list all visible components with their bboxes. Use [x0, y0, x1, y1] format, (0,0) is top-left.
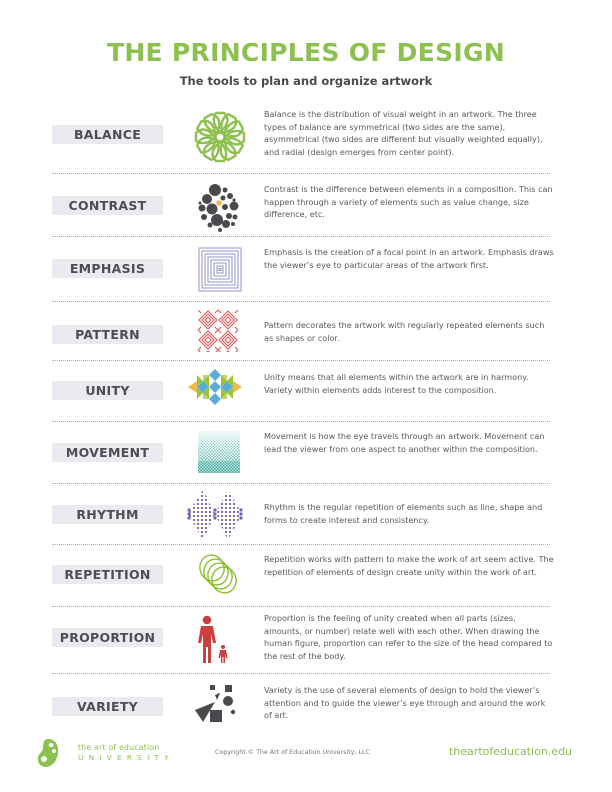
principles-list [52, 104, 554, 736]
principle-description: Contrast is the difference between elements in a composition. This can happen through a variety of elements such as value change, size difference, etc. [264, 184, 553, 220]
principle-row-proportion [52, 607, 553, 674]
triangle-diamond-icon [180, 361, 250, 421]
principle-row-repetition [52, 545, 554, 607]
principle-label: PROPORTION [52, 628, 163, 647]
principle-description: Movement is how the eye travels through an artwork. Movement can lead the viewer from one aspect to another within the composition. [264, 431, 545, 454]
logo-text-line1: the art of education [78, 743, 160, 752]
principle-row-unity [52, 361, 550, 422]
principle-description: Proportion is the feeling of unity created when all parts (sizes, amounts, or number) relate well with each other. When drawing the human figure, proportion can refer to the size of the head compared to the rest of the body. [264, 613, 553, 661]
principle-row-movement [52, 422, 550, 484]
principle-row-variety [52, 674, 550, 736]
principle-row-contrast [52, 174, 553, 237]
principle-description: Emphasis is the creation of a focal point in an artwork. Emphasis draws the viewer’s eye to particular areas of the artwork first. [264, 247, 554, 270]
principle-label: BALANCE [52, 125, 163, 144]
principle-description: Unity means that all elements within the artwork are in harmony. Variety within elements adds interest to the composition. [264, 372, 529, 395]
principle-label: CONTRAST [52, 196, 163, 215]
circle-cluster-icon [190, 176, 250, 236]
radial-flower-icon [190, 107, 250, 167]
mixed-shapes-icon [190, 677, 250, 737]
principle-label: UNITY [52, 381, 163, 400]
principle-row-balance [52, 104, 550, 174]
principle-description: Pattern decorates the artwork with regularly repeated elements such as shapes or color. [264, 320, 545, 343]
overlapping-rings-icon [190, 546, 250, 606]
human-figures-icon [190, 610, 250, 670]
dotted-diamonds-icon [180, 486, 250, 546]
principle-description: Repetition works with pattern to make the work of art seem active. The repetition of elements of design create unity within the work of art. [264, 554, 554, 577]
logo-text-line2: UNIVERSITY [78, 753, 174, 762]
principle-description: Balance is the distribution of visual weight in an artwork. The three types of balance are symmetrical (two sides are the same), asymmetrical (two sides are different but visually weighted equally), and radial (design emerges from center point). [264, 109, 543, 157]
page-title: THE PRINCIPLES OF DESIGN [106, 38, 506, 67]
diamond-pattern-icon [190, 302, 250, 362]
palette-logo-icon [36, 738, 60, 768]
aoeu-logo[interactable] [36, 738, 174, 768]
principle-label: REPETITION [52, 565, 163, 584]
website-link[interactable]: theartofeducation.edu [449, 745, 573, 758]
principle-description: Rhythm is the regular repetition of elements such as line, shape and forms to create interest and consistency. [264, 502, 543, 525]
copyright-text: Copyright © The Art of Education University, LLC [215, 749, 370, 756]
principle-label: RHYTHM [52, 505, 163, 524]
principle-label: EMPHASIS [52, 259, 163, 278]
principle-label: VARIETY [52, 697, 163, 716]
principle-description: Variety is the use of several elements of design to hold the viewer’s attention and to guide the viewer’s eye through and around the work of art. [264, 685, 546, 721]
principle-row-rhythm [52, 484, 550, 545]
principle-row-emphasis [52, 237, 554, 302]
concentric-squares-icon [190, 240, 250, 300]
page-subtitle: The tools to plan and organize artwork [179, 74, 433, 88]
principle-row-pattern [52, 302, 550, 361]
gradient-checker-icon [190, 423, 250, 483]
principle-label: MOVEMENT [52, 443, 163, 462]
principle-label: PATTERN [52, 325, 163, 344]
